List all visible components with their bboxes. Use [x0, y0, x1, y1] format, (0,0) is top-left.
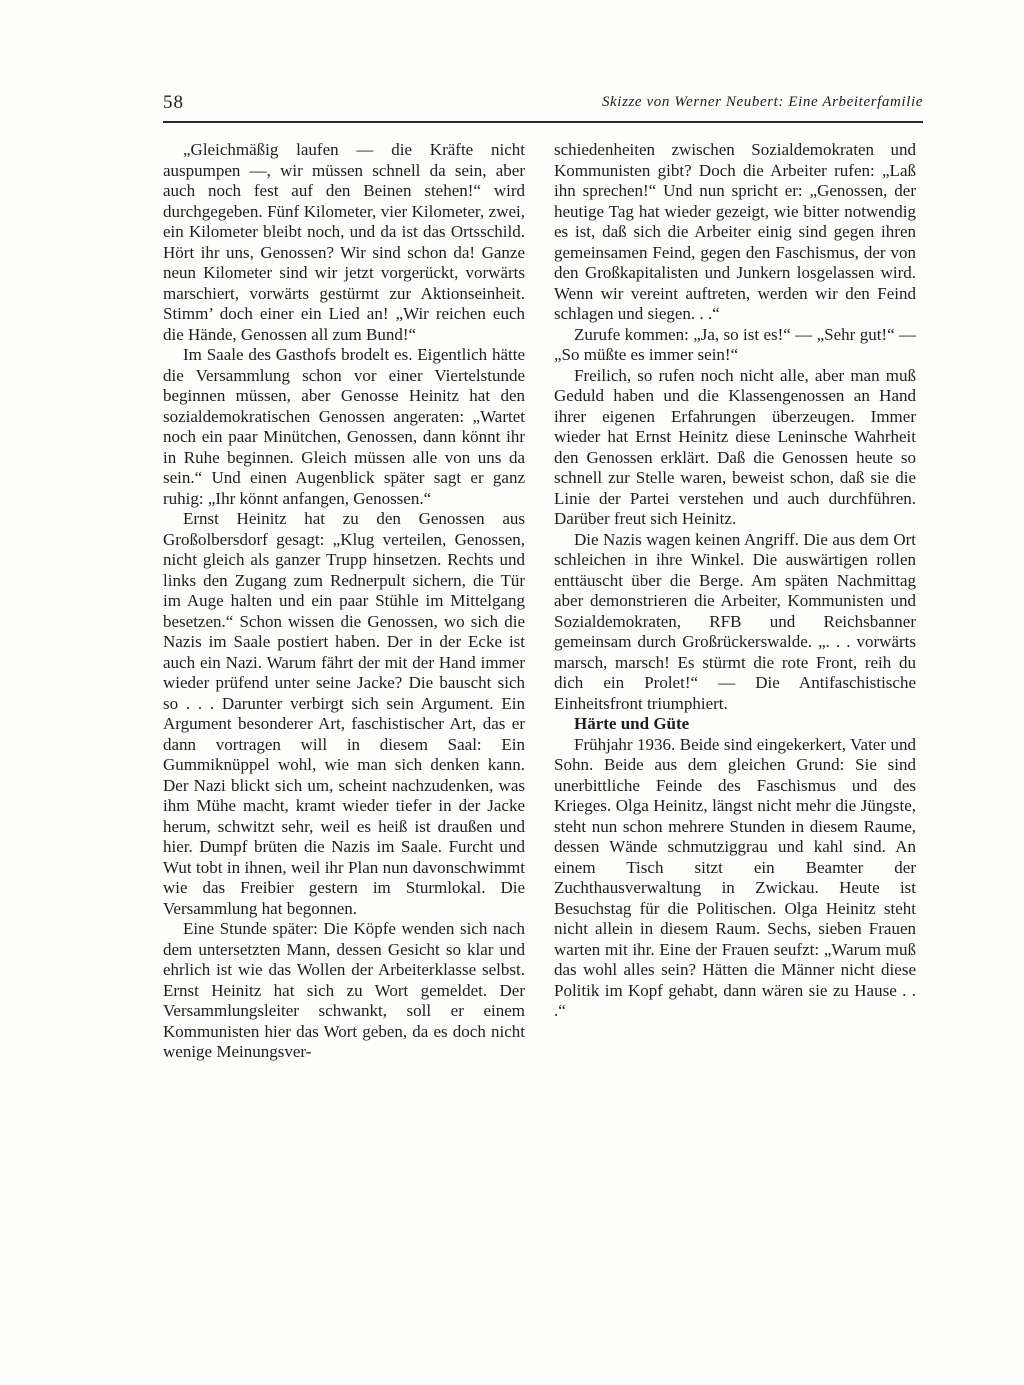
paragraph: Ernst Heinitz hat zu den Genossen aus Großolbersdorf gesagt: „Klug verteilen, Genossen, nicht gleich als ganzer Trupp hinsetzen. Rechts und links den Zugang zum Rednerpult sichern, die Tür im Auge halten und ein paar Stühle im Mittelgang besetzen.“ Schon wissen die Genossen, wo sich die Nazis im Saale postiert haben. Der in der Ecke ist auch ein Nazi. Warum fährt der mit der Hand immer wieder prüfend unter seine Jacke? Die bauscht sich so . . . Darunter verbirgt sich sein Argument. Ein Argument besonderer Art, faschistischer Art, das er dann vortragen will in diesem Saal: Ein Gummiknüppel wohl, wie man sich denken kann. Der Nazi blickt sich um, scheint nachzudenken, was ihm Mühe macht, kramt wieder tiefer in der Jacke herum, schwitzt sehr, weil es heiß ist draußen und hier. Dumpf brüten die Nazis im Saale. Furcht und Wut tobt in ihnen, weil ihr Plan nun davonschwimmt wie das Freibier gestern im Sturmlokal. Die Versammlung hat begonnen.	[163, 509, 525, 918]
paragraph: Die Nazis wagen keinen Angriff. Die aus dem Ort schleichen in ihre Winkel. Die auswärtigen rollen enttäuscht über die Berge. Am späten Nachmittag aber demonstrieren die Arbeiter, Kommunisten und Sozialdemokraten, RFB und Reichsbanner gemeinsam durch Großrückerswalde. „. . . vorwärts marsch, marsch! Es stürmt die rote Front, reih du dich ein Prolet!“ — Die Antifaschistische Einheitsfront triumphiert.	[554, 529, 916, 713]
paragraph: „Gleichmäßig laufen — die Kräfte nicht auspumpen —, wir müssen schnell da sein, aber auch noch fest auf den Beinen stehen!“ wird durchgegeben. Fünf Kilometer, vier Kilometer, zwei, ein Kilometer bleibt noch, und da ist das Ortsschild. Hört ihr uns, Genossen? Wir sind schon da! Ganze neun Kilometer sind wir jetzt vorgerückt, vorwärts marschiert, vorwärts gestürmt zur Aktionseinheit. Stimm’ doch einer ein Lied an! „Wir reichen euch die Hände, Genossen all zum Bund!“	[163, 140, 525, 344]
paragraph: Eine Stunde später: Die Köpfe wenden sich nach dem untersetzten Mann, dessen Gesicht so klar und ehrlich ist wie das Wollen der Arbeiterklasse selbst. Ernst Heinitz hat sich zu Wort gemeldet. Der Versammlungsleiter schwankt, soll er einem Kommunisten hier das Wort geben, da es doch nicht wenige Meinungsver-	[163, 919, 525, 1061]
paragraph: Zurufe kommen: „Ja, so ist es!“ — „Sehr gut!“ — „So müßte es immer sein!“	[554, 324, 916, 364]
paragraph: Frühjahr 1936. Beide sind eingekerkert, Vater und Sohn. Beide aus dem gleichen Grund: Sie sind unerbittliche Feinde des Faschismus und des Krieges. Olga Heinitz, längst nicht mehr die Jüngste, steht nun schon mehrere Stunden in diesem Raume, dessen Wände schmutziggrau und kahl sind. An einem Tisch sitzt ein Beamter der Zuchthausverwaltung in Zwickau. Heute ist Besuchstag für die Politischen. Olga Heinitz steht nicht allein in diesem Raum. Sechs, sieben Frauen warten mit ihr. Eine der Frauen seufzt: „Warum muß das wohl alles sein? Hätten die Männer nicht diese Politik im Kopf gehabt, dann wären sie zu Hause . . .“	[554, 734, 916, 1020]
left-column	[163, 140, 525, 1063]
section-heading: Härte und Güte	[574, 714, 690, 733]
right-column	[554, 140, 916, 1022]
running-head: Skizze von Werner Neubert: Eine Arbeiterfamilie	[601, 94, 923, 110]
page-number: 58	[163, 92, 184, 113]
paragraph: Freilich, so rufen noch nicht alle, aber man muß Geduld haben und die Klassengenossen an Hand ihrer eigenen Erfahrungen überzeugen. Immer wieder hat Ernst Heinitz diese Leninsche Wahrheit den Genossen erklärt. Daß die Genossen heute so schnell zur Stelle waren, beweist schon, daß sie die Linie der Partei verstehen und auch durchführen. Darüber freut sich Heinitz.	[554, 365, 916, 528]
paragraph-continuation: schiedenheiten zwischen Sozialdemokraten und Kommunisten gibt? Doch die Arbeiter rufen: „Laß ihn sprechen!“ Und nun spricht er: „Genossen, der heutige Tag hat wieder gezeigt, wie bitter notwendig es ist, daß sich die Arbeiter einig sind gegen ihren gemeinsamen Feind, gegen den Faschismus, der von den Großkapitalisten und Junkern losgelassen wird. Wenn wir vereint auftreten, werden wir den Feind schlagen und siegen. . .“	[554, 140, 916, 323]
header-rule	[163, 121, 923, 123]
paragraph: Im Saale des Gasthofs brodelt es. Eigentlich hätte die Versammlung schon vor einer Viertelstunde beginnen müssen, aber Genosse Heinitz hat den sozialdemokratischen Genossen angeraten: „Wartet noch ein paar Minütchen, Genossen, dann könnt ihr in Ruhe beginnen. Gleich müssen alle von uns da sein.“ Und einen Augenblick später sagt er ganz ruhig: „Ihr könnt anfangen, Genossen.“	[163, 345, 525, 508]
page-header	[163, 92, 923, 118]
